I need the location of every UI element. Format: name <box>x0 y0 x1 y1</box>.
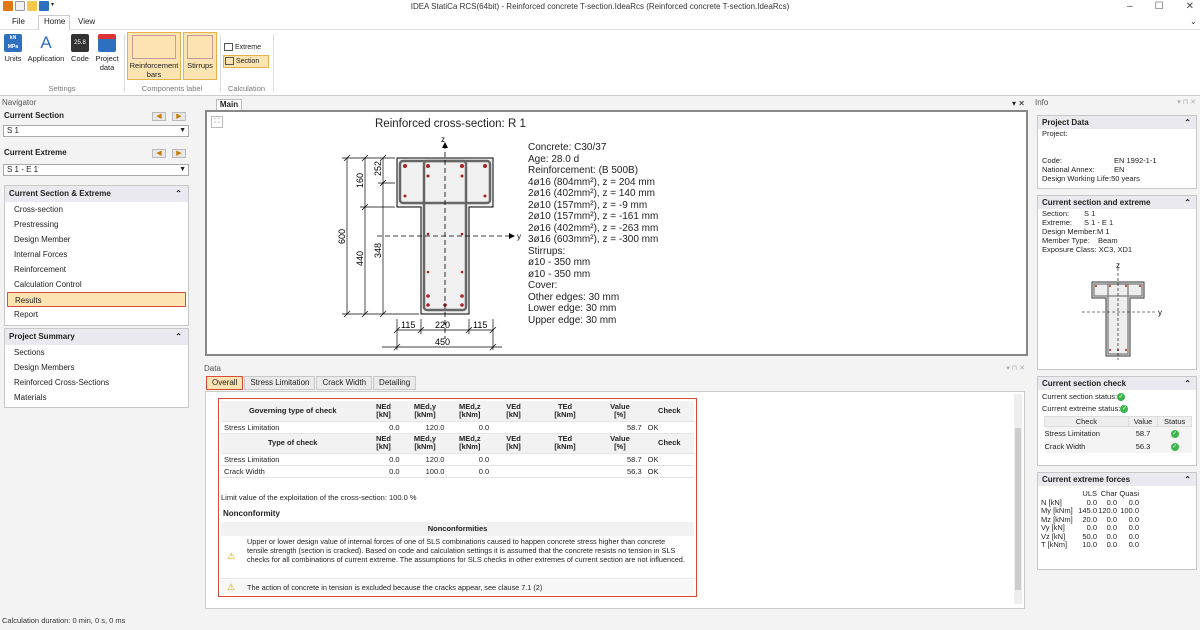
extreme-button[interactable] <box>224 43 270 52</box>
table-header-row <box>221 433 694 453</box>
grid-icon <box>224 43 233 51</box>
section-status-row: Current section status:✓ <box>1042 392 1124 401</box>
dim-348: 348 <box>373 242 383 258</box>
vertical-scrollbar[interactable] <box>1014 394 1022 604</box>
status-bar: Calculation duration: 0 min, 0 s, 0 ms <box>2 616 126 625</box>
prev-section-button[interactable]: ◀ <box>152 112 166 121</box>
current-section-extreme-box <box>1037 195 1197 370</box>
cell: Crack Width <box>221 465 364 477</box>
nav-item-reinforcement[interactable]: Reinforcement <box>14 265 67 274</box>
quick-access-dropdown-icon[interactable]: ▾ <box>51 2 55 8</box>
cell <box>1158 440 1192 453</box>
info-line: ø10 - 350 mm <box>528 257 591 268</box>
group-title-text: Current Section & Extreme <box>9 189 111 198</box>
cell: 56.3 <box>1135 441 1151 451</box>
check-table <box>1044 416 1192 453</box>
cell: 120.0 <box>403 453 448 465</box>
nonconformity-text: The action of concrete in tension is excluded because the cracks appear, see clause 7.1 (2) <box>247 583 543 592</box>
cell: Stress Limitation <box>221 421 364 433</box>
info-line: Reinforcement: (B 500B) <box>528 165 639 176</box>
table-row: Mz [kNm] 20.0 0.0 0.0 <box>1041 514 1139 524</box>
current-section-select[interactable] <box>3 125 189 137</box>
group-title-text: Project Summary <box>9 332 75 341</box>
table-header-row <box>1045 417 1192 427</box>
group-label-settings: Settings <box>48 84 76 93</box>
cell <box>535 421 596 433</box>
current-section-value: S 1 <box>7 126 20 135</box>
info-line: Upper edge: 30 mm <box>528 314 617 326</box>
chevron-down-icon: ▼ <box>179 166 186 173</box>
extreme-row: Extreme: S 1 - E 1 <box>1042 218 1114 227</box>
info-line: Other edges: 30 mm <box>528 291 620 303</box>
check-ok-icon: ✓ <box>1172 430 1178 437</box>
collapse-icon[interactable]: ⌃ <box>1184 379 1191 388</box>
info-line: Cover: <box>528 280 558 291</box>
cell: OK <box>645 453 694 465</box>
info-line: Lower edge: 30 mm <box>528 303 617 314</box>
box-title[interactable]: Current section check ⌃ <box>1038 377 1196 390</box>
drawing-title: Reinforced cross-section: R 1 <box>375 118 526 130</box>
nav-item-sections[interactable]: Sections <box>14 348 45 357</box>
cell: OK <box>645 465 694 477</box>
forces-table <box>1041 490 1139 550</box>
warning-icon: ⚠ <box>227 582 236 592</box>
maximize-button[interactable]: ☐ <box>1154 1 1164 12</box>
project-data-icon <box>98 34 116 52</box>
cell: Crack Width <box>1044 441 1086 451</box>
table-row: My [kNm] 145.0 120.0 100.0 <box>1041 506 1139 515</box>
col-header: TEd [kNm] <box>535 401 596 421</box>
menu-view[interactable]: View <box>78 17 96 26</box>
cell: 58.7 <box>1135 428 1151 438</box>
nonconformity-text: Upper or lower design value of internal forces of one of SLS combinations caused to happen concrete stress higher than concrete tensile strength (section is cracked). Based on code and calculation settings it is assumed that the concrete resists no tension in SLS checks for all combinations of current extreme. The assumptions for SLS checks in other extremes of current section are not influenced. <box>247 537 685 564</box>
extreme-status-row: Current extreme status:✓ <box>1042 404 1127 414</box>
extreme-label: Extreme <box>234 43 262 51</box>
current-extreme-forces-box <box>1037 472 1197 570</box>
col-header: TEd [kNm] <box>535 433 596 453</box>
check-ok-icon: ✓ <box>1121 406 1127 413</box>
reinforcement-bars-button[interactable] <box>127 32 181 80</box>
col-header: NEd [kN] <box>364 433 402 453</box>
section-row: Section: S 1 <box>1042 209 1096 218</box>
navigator-header: Navigator <box>2 98 37 107</box>
project-data-label: Project data <box>95 54 119 72</box>
info-line: 2ø10 (157mm²), z = -161 mm <box>528 211 659 222</box>
fullscreen-icon[interactable]: ⛶ <box>211 116 223 128</box>
member-row: Design Member:M 1 <box>1042 227 1110 236</box>
minimize-button[interactable]: – <box>1127 1 1133 12</box>
nav-item-results[interactable]: Results <box>7 292 186 307</box>
dim-115-right: 115 <box>473 320 488 330</box>
nonconformity-title: Nonconformity <box>223 509 280 518</box>
section-button[interactable] <box>223 55 269 68</box>
results-area <box>205 391 1025 609</box>
col-header: Check <box>645 433 694 453</box>
tab-crack-width[interactable]: Crack Width <box>316 376 372 390</box>
cell: 120.0 <box>403 421 448 433</box>
dim-115-left: 115 <box>401 320 416 330</box>
info-line: 4ø16 (804mm²), z = 204 mm <box>528 176 655 188</box>
box-title[interactable]: Project Data ⌃ <box>1038 116 1196 129</box>
col-header: MEd,y [kNm] <box>403 401 448 421</box>
box-title[interactable]: Current extreme forces ⌃ <box>1038 473 1196 486</box>
info-panel <box>1033 98 1200 610</box>
data-tabs <box>206 376 417 390</box>
code-icon: 25.8 <box>71 34 89 52</box>
cell: 0.0 <box>364 453 402 465</box>
project-data-box <box>1037 115 1197 189</box>
dim-220: 220 <box>435 320 451 330</box>
application-button[interactable] <box>25 34 67 63</box>
nav-item-internal-forces[interactable]: Internal Forces <box>14 250 68 259</box>
collapse-icon[interactable]: ⌃ <box>1184 475 1191 484</box>
collapse-icon[interactable]: ⌃ <box>175 189 182 198</box>
scrollbar-thumb[interactable] <box>1015 428 1021 590</box>
nav-item-calculation-control[interactable]: Calculation Control <box>14 280 82 289</box>
dim-160: 160 <box>355 172 365 188</box>
table-row <box>221 421 694 433</box>
cell <box>492 465 535 477</box>
stirrups-button[interactable] <box>183 32 217 80</box>
main-panel <box>202 98 1029 360</box>
table-row <box>221 465 694 477</box>
stirrups-icon <box>187 35 213 59</box>
cell: 100.0 <box>403 465 448 477</box>
col-header: MEd,y [kNm] <box>403 433 448 453</box>
info-line: Stirrups: <box>528 245 566 257</box>
mini-axis-z: z <box>1116 261 1120 270</box>
col-header: Type of check <box>221 433 364 453</box>
collapse-icon[interactable]: ⌃ <box>1184 118 1191 127</box>
group-title[interactable] <box>5 329 188 345</box>
info-line: Age: 28.0 d <box>528 153 580 165</box>
col-header: Check <box>1045 417 1129 427</box>
current-extreme-select[interactable] <box>3 164 189 176</box>
col-header: Governing type of check <box>221 401 364 421</box>
current-extreme-label: Current Extreme <box>4 148 67 157</box>
section-info-text <box>528 142 658 326</box>
info-line: 3ø16 (603mm²), z = -300 mm <box>528 234 659 245</box>
col-header: Check <box>645 401 694 421</box>
ribbon <box>0 30 1200 96</box>
col-header: ULS <box>1082 489 1097 498</box>
reinforcement-bars-icon <box>132 35 176 59</box>
nonconformity-row <box>221 580 694 594</box>
col-header: MEd,z [kNm] <box>447 401 492 421</box>
col-header: Quasi <box>1119 489 1139 498</box>
axis-y-label: y <box>517 232 521 241</box>
table-row: T [kNm] 10.0 0.0 0.0 <box>1041 540 1139 549</box>
nav-item-materials[interactable]: Materials <box>14 393 47 402</box>
group-label-calculation: Calculation <box>227 84 266 93</box>
close-button[interactable]: ✕ <box>1185 1 1194 12</box>
cell <box>535 465 596 477</box>
check-ok-icon: ✓ <box>1118 394 1124 401</box>
current-section-check-box <box>1037 376 1197 466</box>
data-header: Data <box>204 364 221 373</box>
col-header: Char <box>1100 489 1117 498</box>
cell <box>535 453 596 465</box>
application-label: Application <box>27 54 65 63</box>
data-panel <box>202 364 1029 610</box>
axis-z-label: z <box>441 135 445 144</box>
collapse-icon[interactable]: ⌃ <box>1184 198 1191 207</box>
info-line: Concrete: C30/37 <box>528 142 607 153</box>
group-separator <box>273 34 274 92</box>
group-title[interactable] <box>5 186 188 202</box>
navigator-panel <box>0 98 192 610</box>
current-section-extreme-group <box>4 185 189 326</box>
nav-item-reinforced-cross-sections[interactable]: Reinforced Cross-Sections <box>14 378 110 387</box>
units-label: Units <box>4 54 22 63</box>
current-extreme-value: S 1 - E 1 <box>7 165 39 174</box>
type-row: Member Type: Beam <box>1042 236 1118 245</box>
cell: 0.0 <box>447 453 492 465</box>
limit-text: Limit value of the exploitation of the cross-section: 100.0 % <box>221 493 417 502</box>
code-row: Code: EN 1992-1-1 <box>1042 156 1157 165</box>
reinforcement-bars-label: Reinforcement bars <box>129 61 179 79</box>
dim-252: 252 <box>373 160 383 176</box>
nav-item-prestressing[interactable]: Prestressing <box>14 220 59 229</box>
table-row <box>221 453 694 465</box>
cell <box>1158 427 1192 440</box>
info-line: 2ø10 (157mm²), z = -9 mm <box>528 199 648 211</box>
font-icon: A <box>40 33 52 52</box>
info-line: 2ø16 (402mm²), z = 140 mm <box>528 188 655 199</box>
chevron-down-icon: ▼ <box>179 127 186 134</box>
cell: 56.3 <box>595 465 644 477</box>
title-bar <box>0 0 1200 14</box>
drawing-canvas[interactable] <box>205 110 1028 356</box>
col-header: NEd [kN] <box>364 401 402 421</box>
project-label: Project: <box>1042 129 1068 138</box>
exposure-row: Exposure Class: XC3, XD1 <box>1042 245 1133 254</box>
nav-item-report[interactable]: Report <box>14 310 39 319</box>
cell: Stress Limitation <box>1044 428 1100 438</box>
nav-item-design-members[interactable]: Design Members <box>14 363 75 372</box>
col-header: MEd,z [kNm] <box>447 433 492 453</box>
info-line: 2ø16 (402mm²), z = -263 mm <box>528 222 659 234</box>
dim-440: 440 <box>355 250 365 266</box>
nonconformity-row <box>221 537 694 579</box>
cell: 0.0 <box>447 465 492 477</box>
menu-home[interactable]: Home <box>44 17 66 26</box>
ribbon-collapse-icon[interactable]: ⌄ <box>1190 17 1197 26</box>
annex-row: National Annex: EN <box>1042 165 1125 174</box>
units-button[interactable] <box>2 34 24 63</box>
code-button[interactable] <box>69 34 91 63</box>
project-summary-group <box>4 328 189 408</box>
dim-600: 600 <box>337 228 347 244</box>
group-label-components: Components label <box>141 84 203 93</box>
cell: 0.0 <box>364 465 402 477</box>
check-ok-icon: ✓ <box>1172 443 1178 450</box>
mini-section-drawing <box>1068 260 1168 360</box>
life-row: Design Working Life:50 years <box>1042 174 1140 183</box>
cell: 0.0 <box>364 421 402 433</box>
col-header: VEd [kN] <box>492 433 535 453</box>
table-header-row <box>221 401 694 421</box>
box-title[interactable]: Current section and extreme ⌃ <box>1038 196 1196 209</box>
table-row: N [kN] 0.0 0.0 0.0 <box>1041 497 1139 507</box>
menu-file[interactable]: File <box>12 17 25 26</box>
nav-item-cross-section[interactable]: Cross-section <box>14 205 63 214</box>
collapse-icon[interactable]: ⌃ <box>175 332 182 341</box>
next-extreme-button[interactable]: ▶ <box>172 149 186 158</box>
panel-menu-close-icon[interactable]: ▾ ✕ <box>1012 99 1025 108</box>
window-title: IDEA StatiCa RCS(64bit) - Reinforced concrete T-section.IdeaRcs (Reinforced concrete T-section.IdeaRcs) <box>410 2 790 11</box>
panel-pin-close-icon[interactable]: ▾ ⊓ ✕ <box>1006 365 1025 372</box>
prev-extreme-button[interactable]: ◀ <box>152 149 166 158</box>
cell: Stress Limitation <box>221 453 364 465</box>
nav-item-design-member[interactable]: Design Member <box>14 235 71 244</box>
tab-detailing[interactable]: Detailing <box>373 376 416 390</box>
project-data-button[interactable] <box>93 34 121 72</box>
cell: 58.7 <box>595 421 644 433</box>
col-header: VEd [kN] <box>492 401 535 421</box>
table-row: Vz [kN] 50.0 0.0 0.0 <box>1041 531 1139 541</box>
cell: 0.0 <box>447 421 492 433</box>
col-header: Status <box>1158 417 1192 427</box>
stirrups-label: Stirrups <box>187 61 213 70</box>
info-header: Info <box>1035 98 1049 107</box>
tab-stress-limitation[interactable]: Stress Limitation <box>244 376 315 390</box>
table-row <box>1045 440 1192 453</box>
code-label: Code <box>71 54 89 63</box>
table-row: Vy [kN] 0.0 0.0 0.0 <box>1041 523 1139 532</box>
warning-icon: ⚠ <box>227 551 236 561</box>
col-header: Value [%] <box>595 433 644 453</box>
info-line: ø10 - 350 mm <box>528 268 591 280</box>
cell: 58.7 <box>595 453 644 465</box>
current-section-label: Current Section <box>4 111 65 120</box>
tab-main[interactable]: Main <box>216 99 242 110</box>
nonconformities-header: Nonconformities <box>221 522 694 536</box>
governing-check-table <box>221 401 694 478</box>
cell <box>492 421 535 433</box>
cell: OK <box>645 421 694 433</box>
mini-axis-y: y <box>1158 308 1162 317</box>
table-row <box>1045 427 1192 440</box>
results-box <box>218 398 697 597</box>
cell <box>492 453 535 465</box>
grid-icon <box>225 57 234 65</box>
menu-bar <box>0 14 1200 30</box>
tab-overall[interactable]: Overall <box>206 376 243 390</box>
dim-450: 450 <box>435 337 451 347</box>
section-label: Section <box>235 57 260 65</box>
next-section-button[interactable]: ▶ <box>172 112 186 121</box>
panel-pin-close-icon[interactable]: ▾ ⊓ ✕ <box>1177 99 1196 106</box>
col-header: Value [%] <box>595 401 644 421</box>
units-icon: kN MPa <box>4 34 22 52</box>
col-header: Value <box>1128 417 1158 427</box>
